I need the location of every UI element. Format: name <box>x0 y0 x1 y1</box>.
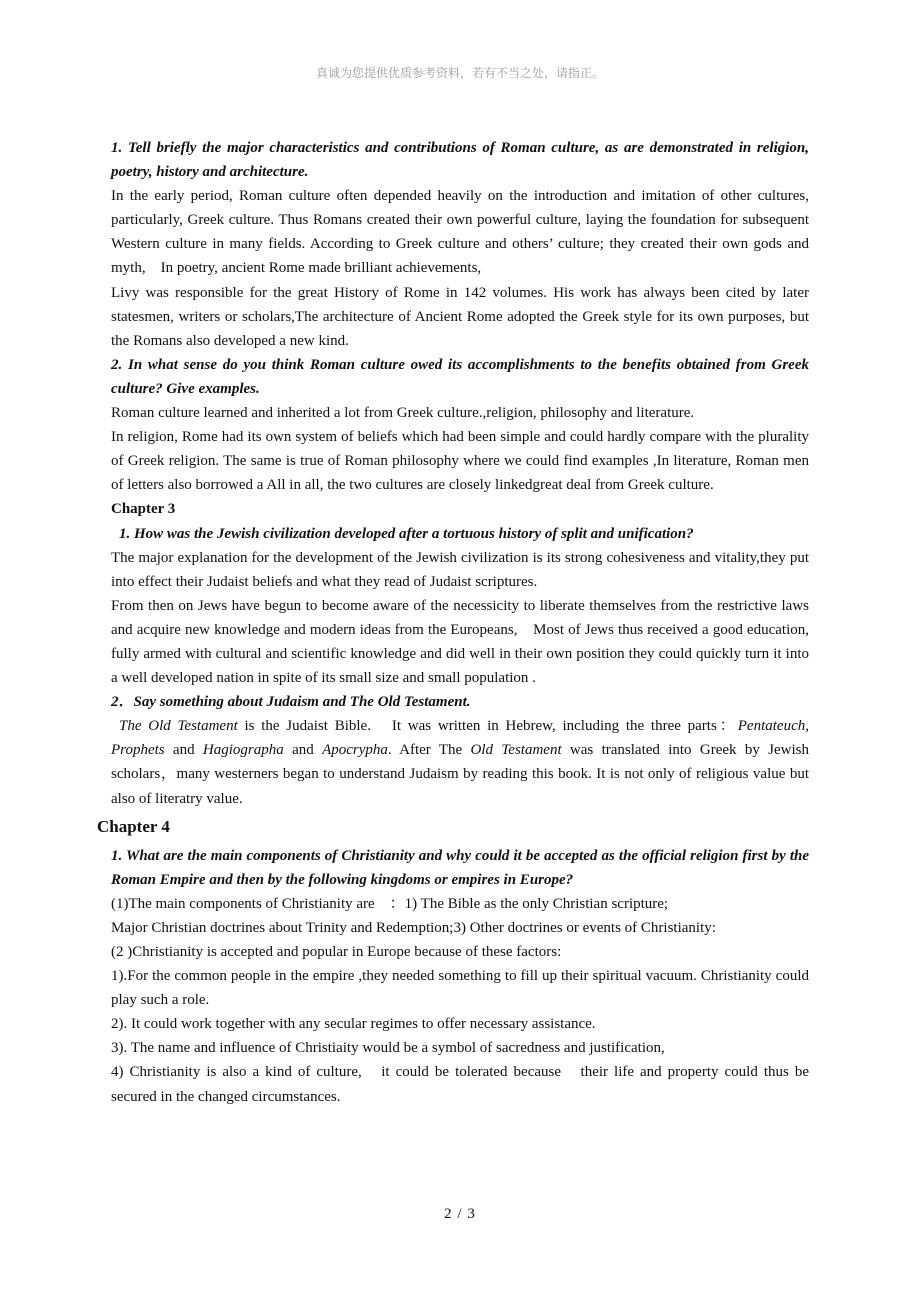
paragraph: Major Christian doctrines about Trinity and Redemption;3) Other doctrines or events of Christianity: <box>111 919 716 936</box>
paragraph: Livy was responsible for the great History of Rome in 142 volumes. His work has always been cited by later statesmen, writers or scholars,The architecture of Ancient Rome adopted the Greek style for its own purposes, but the Romans also developed a new kind. <box>111 284 809 349</box>
italic-term: The Old Testament <box>119 718 238 735</box>
question-heading: 2. In what sense do you think Roman culture owed its accomplishments to the benefits obtained from Greek culture? Give examples. <box>111 356 809 397</box>
paragraph: 1).For the common people in the empire ,they needed something to fill up their spiritual vacuum. Christianity could play such a role. <box>111 968 809 1009</box>
text-run: is the Judaist Bible. It was written in Hebrew, including the three parts： <box>237 718 738 735</box>
italic-term: Old Testament <box>470 742 562 759</box>
italic-term: Hagiographa <box>202 742 284 759</box>
chapter-heading: Chapter 3 <box>111 501 176 518</box>
page-number: 2 / 3 <box>444 1206 476 1222</box>
paragraph: 3). The name and influence of Christiaity would be a symbol of sacredness and justification, <box>111 1040 665 1057</box>
paragraph: The major explanation for the development of the Jewish civilization is its strong cohesiveness and vitality,they put into effect their Judaist beliefs and what they read of Judaist scriptures. <box>111 549 809 590</box>
paragraph: (1)The main components of Christianity are ：1) The Bible as the only Christian scripture; <box>111 895 669 912</box>
italic-term: Pentateuch, Prophets <box>111 718 809 759</box>
italic-term: Apocrypha <box>322 742 388 759</box>
document-body <box>97 136 809 1109</box>
paragraph: (2 )Christianity is accepted and popular in Europe because of these factors: <box>111 944 562 960</box>
paragraph <box>111 714 809 810</box>
text-run: and <box>164 742 203 759</box>
text-run: and <box>283 742 323 759</box>
paragraph: 2). It could work together with any secular regimes to offer necessary assistance. <box>111 1016 596 1033</box>
paragraph: In religion, Rome had its own system of beliefs which had been simple and could hardly compare with the plurality of Greek religion. The same is true of Roman philosophy where we could find examples ,In literature, Roman men of letters also borrowed a All in all, the two cultures are closely linkedgreat deal from Greek culture. <box>111 429 809 494</box>
question-heading: 1. How was the Jewish civilization developed after a tortuous history of split and unification? <box>119 525 694 542</box>
page-header: 真诚为您提供优质参考资料，若有不当之处，请指正。 <box>315 66 604 80</box>
chapter-heading: Chapter 4 <box>97 816 170 836</box>
paragraph: 4) Christianity is also a kind of culture, it could be tolerated because their life and property could thus be secured in the changed circumstances. <box>111 1064 809 1105</box>
paragraph: In the early period, Roman culture often depended heavily on the introduction and imitation of other cultures, particularly, Greek culture. Thus Romans created their own powerful culture, laying the foundation for subsequent Western culture in many fields. According to Greek culture and others’ culture; they created their own gods and myth, In poetry, ancient Rome made brilliant achievements, <box>111 188 809 277</box>
question-heading: 1. Tell briefly the major characteristics and contributions of Roman culture, as are demonstrated in religion, poetry, history and architecture. <box>111 140 809 181</box>
question-heading: 2．Say something about Judaism and The Old Testament. <box>111 694 471 711</box>
paragraph: From then on Jews have begun to become aware of the necessicity to liberate themselves from the restrictive laws and acquire new knowledge and modern ideas from the Europeans, Most of Jews thus received a good education, fully armed with cultural and scientific knowledge and did well in their own position they could quickly turn it into a well developed nation in spite of its small size and small population . <box>111 597 809 687</box>
text-run: . After The <box>387 742 471 759</box>
question-heading: 1. What are the main components of Christianity and why could it be accepted as the official religion first by the Roman Empire and then by the following kingdoms or empires in Europe? <box>111 847 809 888</box>
paragraph: Roman culture learned and inherited a lot from Greek culture.,religion, philosophy and literature. <box>111 405 695 422</box>
text-run: was translated into Greek by Jewish scholars，many westerners began to understand Judaism by reading this book. It is not only of religious value but also of literatry value. <box>111 742 809 807</box>
